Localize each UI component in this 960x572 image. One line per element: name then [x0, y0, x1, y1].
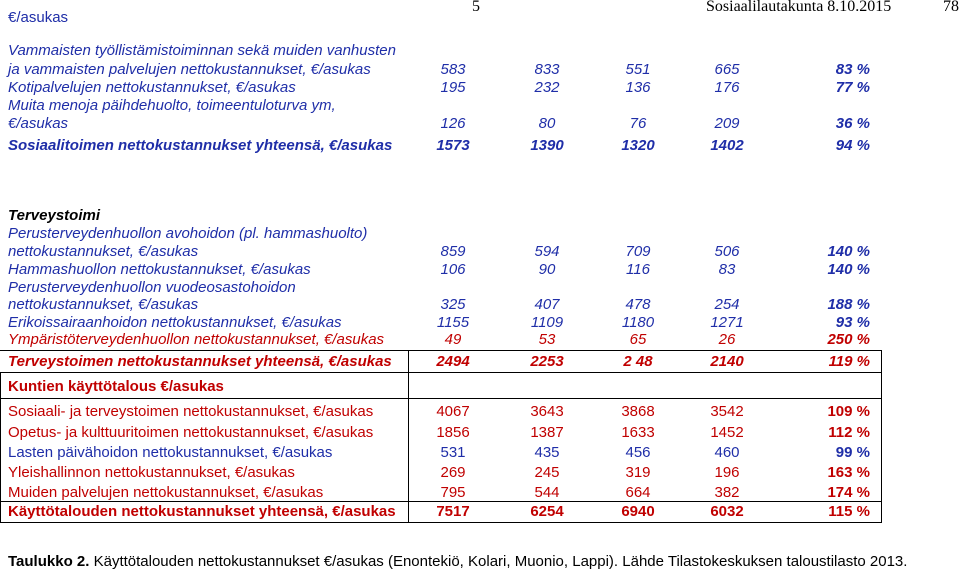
- table-row: [0, 314, 960, 332]
- section-heading: [0, 207, 960, 225]
- table-row: [0, 464, 960, 482]
- row-label: €/asukas: [8, 9, 69, 26]
- value-cell: 382: [714, 484, 740, 501]
- row-label: Vammaisten työllistämistoiminnan sekä muiden vanhusten: [8, 42, 396, 59]
- total-row: [0, 353, 960, 371]
- value-cell: 7517: [436, 503, 470, 520]
- percent-cell: 36 %: [835, 115, 870, 132]
- percent-cell: 119 %: [828, 353, 870, 370]
- percent-cell: 140 %: [827, 243, 870, 260]
- value-cell: 106: [440, 261, 466, 278]
- value-cell: 551: [625, 61, 651, 78]
- value-cell: 245: [534, 464, 560, 481]
- header-publisher: Sosiaalilautakunta 8.10.2015: [706, 0, 892, 15]
- table-row: [0, 403, 960, 421]
- table-row: [0, 79, 960, 97]
- value-cell: 1402: [710, 137, 744, 154]
- table-row: [0, 9, 960, 27]
- value-cell: 1573: [436, 137, 470, 154]
- value-cell: 456: [625, 444, 651, 461]
- table-row: [0, 296, 960, 314]
- value-cell: 83: [718, 261, 736, 278]
- percent-cell: 112 %: [828, 424, 870, 441]
- table-border-left: [0, 372, 1, 523]
- value-cell: 196: [714, 464, 740, 481]
- value-cell: 76: [629, 115, 647, 132]
- value-cell: 319: [625, 464, 651, 481]
- header-item-number: 78: [943, 0, 959, 15]
- row-label: Perusterveydenhuollon avohoidon (pl. hammashuolto): [8, 225, 368, 242]
- value-cell: 2253: [530, 353, 564, 370]
- percent-cell: 174 %: [827, 484, 870, 501]
- percent-cell: 250 %: [827, 331, 870, 348]
- row-label: Erikoissairaanhoidon nettokustannukset, €/asukas: [8, 314, 342, 331]
- value-cell: 1387: [530, 424, 564, 441]
- total-row: [0, 137, 960, 155]
- percent-cell: 140 %: [827, 261, 870, 278]
- value-cell: 136: [625, 79, 651, 96]
- table-row: [0, 484, 960, 502]
- value-cell: 664: [625, 484, 651, 501]
- value-cell: 53: [538, 331, 556, 348]
- row-label: Perusterveydenhuollon vuodeosastohoidon: [8, 279, 296, 296]
- row-label: Ympäristöterveydenhuollon nettokustannukset, €/asukas: [8, 331, 385, 348]
- value-cell: 6032: [710, 503, 744, 520]
- value-cell: 4067: [436, 403, 470, 420]
- value-cell: 80: [538, 115, 556, 132]
- table-border-column: [408, 350, 409, 523]
- value-cell: 709: [625, 243, 651, 260]
- row-label: Opetus- ja kulttuuritoimen nettokustannukset, €/asukas: [8, 424, 374, 441]
- table-border-right: [881, 350, 882, 523]
- value-cell: 3643: [530, 403, 564, 420]
- value-cell: 544: [534, 484, 560, 501]
- value-cell: 478: [625, 296, 651, 313]
- row-label: nettokustannukset, €/asukas: [8, 243, 199, 260]
- value-cell: 1320: [621, 137, 655, 154]
- value-cell: 6940: [621, 503, 655, 520]
- table-row: [0, 115, 960, 133]
- row-label: ja vammaisten palvelujen nettokustannukset, €/asukas: [8, 61, 371, 78]
- percent-cell: 77 %: [835, 79, 870, 96]
- value-cell: 325: [440, 296, 466, 313]
- value-cell: 2 48: [623, 353, 653, 370]
- value-cell: 1856: [436, 424, 470, 441]
- value-cell: 90: [538, 261, 556, 278]
- percent-cell: 188 %: [827, 296, 870, 313]
- table-caption: [8, 553, 907, 570]
- value-cell: 232: [534, 79, 560, 96]
- caption-label: Taulukko 2.: [8, 553, 90, 570]
- percent-cell: 93 %: [835, 314, 870, 331]
- table-row: [0, 42, 960, 60]
- row-label: Muiden palvelujen nettokustannukset, €/asukas: [8, 484, 324, 501]
- table-row: [0, 424, 960, 442]
- value-cell: 176: [714, 79, 740, 96]
- rule-line: [0, 522, 882, 523]
- table-row: [0, 243, 960, 261]
- total-row: [0, 503, 960, 521]
- rule-line: [0, 372, 882, 373]
- table-row: [0, 279, 960, 297]
- value-cell: 1180: [621, 314, 655, 331]
- value-cell: 1271: [710, 314, 744, 331]
- value-cell: 2140: [710, 353, 744, 370]
- value-cell: 269: [440, 464, 466, 481]
- row-label: €/asukas: [8, 115, 69, 132]
- value-cell: 1390: [530, 137, 564, 154]
- value-cell: 665: [714, 61, 740, 78]
- table-row: [0, 225, 960, 243]
- table-row: [0, 61, 960, 79]
- value-cell: 2494: [436, 353, 470, 370]
- rule-line: [0, 501, 882, 502]
- row-label: Sosiaali- ja terveystoimen nettokustannukset, €/asukas: [8, 403, 374, 420]
- value-cell: 116: [626, 261, 650, 278]
- value-cell: 26: [718, 331, 736, 348]
- row-label: Terveystoimen nettokustannukset yhteensä, €/asukas: [8, 353, 392, 370]
- page-number: 5: [472, 0, 480, 15]
- table-row: [0, 444, 960, 462]
- table-row: [0, 331, 960, 349]
- value-cell: 254: [714, 296, 740, 313]
- row-label: nettokustannukset, €/asukas: [8, 296, 199, 313]
- value-cell: 1452: [710, 424, 744, 441]
- value-cell: 795: [440, 484, 466, 501]
- caption-text: Käyttötalouden nettokustannukset €/asukas (Enontekiö, Kolari, Muonio, Lappi). Lähde Tilastokeskuksen taloustilasto 2013.: [93, 553, 908, 570]
- value-cell: 583: [440, 61, 466, 78]
- value-cell: 407: [534, 296, 560, 313]
- row-label: Muita menoja päihdehuolto, toimeentuloturva ym,: [8, 97, 336, 114]
- percent-cell: 163 %: [827, 464, 870, 481]
- value-cell: 65: [629, 331, 647, 348]
- value-cell: 1155: [436, 314, 470, 331]
- rule-line: [0, 350, 882, 351]
- table-row: [0, 261, 960, 279]
- value-cell: 1633: [621, 424, 655, 441]
- percent-cell: 83 %: [835, 61, 870, 78]
- value-cell: 435: [534, 444, 560, 461]
- section-heading: [0, 378, 960, 396]
- row-label: Käyttötalouden nettokustannukset yhteensä, €/asukas: [8, 503, 396, 520]
- value-cell: 531: [440, 444, 466, 461]
- section-heading-health: Terveystoimi: [8, 207, 100, 224]
- percent-cell: 99 %: [835, 444, 870, 461]
- percent-cell: 109 %: [827, 403, 870, 420]
- value-cell: 209: [714, 115, 740, 132]
- percent-cell: 115 %: [828, 503, 870, 520]
- value-cell: 859: [440, 243, 466, 260]
- row-label: Kotipalvelujen nettokustannukset, €/asukas: [8, 79, 296, 96]
- value-cell: 3868: [621, 403, 655, 420]
- rule-line: [0, 398, 882, 399]
- row-label: Yleishallinnon nettokustannukset, €/asukas: [8, 464, 295, 481]
- value-cell: 1109: [530, 314, 564, 331]
- value-cell: 126: [440, 115, 466, 132]
- value-cell: 3542: [710, 403, 744, 420]
- value-cell: 195: [440, 79, 466, 96]
- row-label: Hammashuollon nettokustannukset, €/asukas: [8, 261, 311, 278]
- value-cell: 594: [534, 243, 560, 260]
- percent-cell: 94 %: [835, 137, 870, 154]
- value-cell: 833: [534, 61, 560, 78]
- value-cell: 506: [714, 243, 740, 260]
- row-label: Sosiaalitoimen nettokustannukset yhteensä, €/asukas: [8, 137, 393, 154]
- value-cell: 460: [714, 444, 740, 461]
- table-row: [0, 97, 960, 115]
- value-cell: 6254: [530, 503, 564, 520]
- row-label: Lasten päivähoidon nettokustannukset, €/asukas: [8, 444, 333, 461]
- section-heading-municipal: Kuntien käyttötalous €/asukas: [8, 378, 224, 395]
- value-cell: 49: [444, 331, 462, 348]
